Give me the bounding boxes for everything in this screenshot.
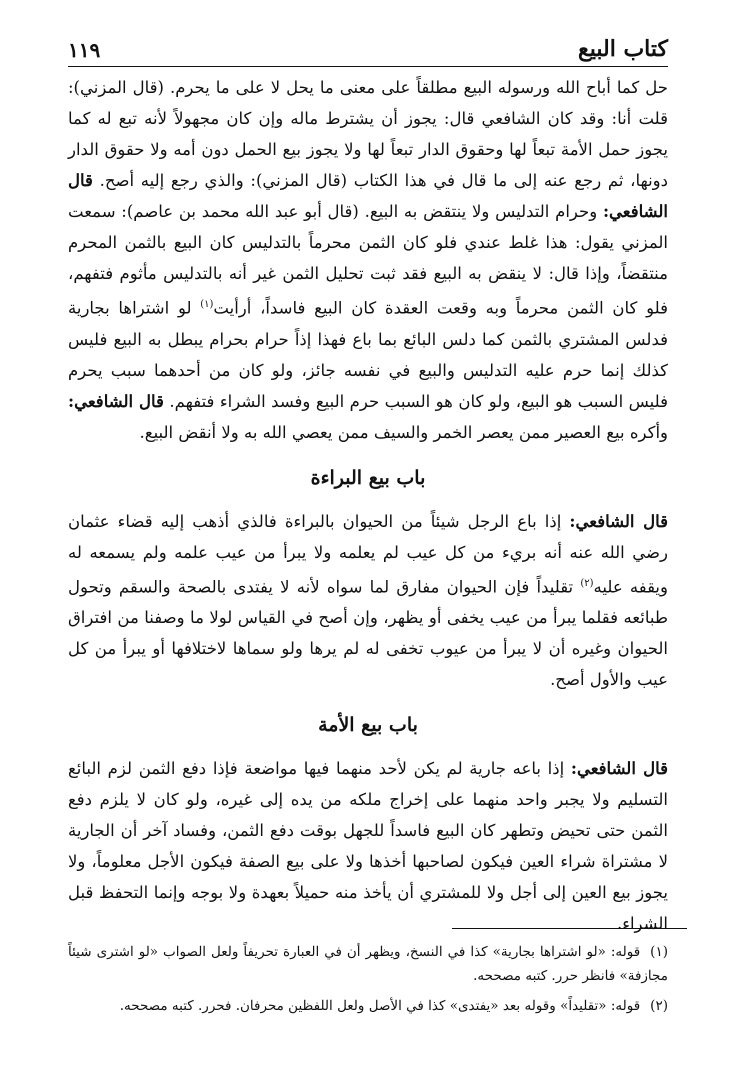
- paragraph: [68, 72, 668, 448]
- running-title: كتاب البيع: [578, 36, 668, 62]
- paragraph-text: إذا باع الرجل شيئاً من الحيوان بالبراءة فالذي أذهب إليه قضاء عثمان رضي الله عنه أنه بريء من كل عيب لم يعلمه ولا يبرأ من عيب علمه ولم يسمعه له ويقفه عليه: [68, 511, 668, 596]
- speaker-label: قال الشافعي:: [68, 171, 668, 221]
- footnote-text: قوله: «تقليداً» وقوله بعد «يفتدى» كذا في الأصل ولعل اللفظين محرفان. فحرر. كتبه مصححه.: [119, 998, 641, 1014]
- footnote-separator: [452, 928, 687, 929]
- footnote: [68, 994, 668, 1018]
- main-text: [68, 72, 668, 939]
- footnote-ref: (٢): [580, 577, 594, 589]
- paragraph-text: تقليداً فإن الحيوان مفارق لما سواه لأنه لا يفتدى بالصحة والسقم وتحول طبائعه فقلما يبرأ من عيب يخفى أو يظهر، وإن أصح في القياس لولا ما وصفنا من افتراق الحيوان وغيره أن لا يبرأ من عيوب تخفى له لم يرها ولو سماها لاختلافها أو يبرأ من كل عيب والأول أصح.: [68, 577, 668, 689]
- paragraph-text: وحرام التدليس ولا ينتقض به البيع. (قال أبو عبد الله محمد بن عاصم): سمعت المزني يقول: هذا غلط عندي فلو كان الثمن محرماً بالتدليس كان البيع بالثمن المحرم منتقضاً، وإذا قال: لا ينقض به البيع فقد ثبت تحليل الثمن غير أنه بالتدليس مأثوم فتفهم، فلو كان الثمن محرماً وبه وقعت العقدة كان البيع فاسداً، أرأيت: [68, 202, 668, 318]
- paragraph-text: لو اشتراها بجارية فدلس المشتري بالثمن كما دلس البائع بما باع فهذا إذاً حرام بحرام يبطل به البيع فليس كذلك إنما حرم عليه التدليس والبيع في نفسه جائز، ولو كان من أحدهما سبب يحرم فليس السبب هو البيع، ولو كان هو السبب حرم البيع وفسد الشراء فتفهم.: [68, 298, 668, 411]
- footnote-number: (١): [650, 944, 668, 960]
- paragraph-text: إذا باعه جارية لم يكن لأحد منهما فيها مواضعة فإذا دفع الثمن لزم البائع التسليم ولا يجبر واحد منهما على إخراج ملكه من يده إلى غيره، ولو كان لا يلزم دفع الثمن حتى تحيض وتطهر كان البيع فاسداً للجهل بوقت دفع الثمن، وفساد آخر أن الجارية لا مشتراة شراء العين فيكون لصاحبها أخذها ولا على بيع الصفة فيكون الأجل معلوماً، ولا يجوز بيع العين إلى أجل ولا للمشتري أن يأخذ منه حميلاً بعهدة ولا بوجه وإنما التحفظ قبل الشراء.: [68, 759, 668, 933]
- paragraph: [68, 506, 668, 696]
- speaker-label: قال الشافعي:: [68, 391, 164, 411]
- paragraph: [68, 753, 668, 939]
- page-header: [68, 30, 668, 67]
- footnote-text: قوله: «لو اشتراها بجارية» كذا في النسخ، ويظهر أن في العبارة تحريفاً ولعل الصواب «لو اشترى شيئاً مجازفة» فانظر حرر. كتبه مصححه.: [68, 944, 668, 984]
- paragraph-text: حل كما أباح الله ورسوله البيع مطلقاً على معنى ما يحل لا على ما يحرم. (قال المزني): قلت أنا: وقد كان الشافعي قال: يجوز أن يشترط ماله وإن كان مجهولاً لأنه تبع له كما يجوز حمل الأمة تبعاً لها وحقوق الدار تبعاً لها ولا يجوز بيع الحمل دون أمه ولا حقوق الدار دونها، ثم رجع عنه إلى ما قال في هذا الكتاب (قال المزني): والذي رجع إليه أصح.: [68, 78, 668, 190]
- paragraph-text: وأكره بيع العصير ممن يعصر الخمر والسيف ممن يعصي الله به ولا أنقض البيع.: [139, 422, 668, 442]
- section-title-bara: باب بيع البراءة: [310, 466, 426, 489]
- footnote-number: (٢): [650, 998, 668, 1014]
- footnote: [68, 940, 668, 988]
- section-title-ama: باب بيع الأمة: [318, 714, 418, 736]
- speaker-label: قال الشافعي:: [570, 759, 669, 778]
- footnote-ref: (١): [200, 299, 214, 310]
- footnotes: [68, 940, 668, 1024]
- page-number: ١١٩: [68, 38, 101, 62]
- speaker-label: قال الشافعي:: [569, 511, 668, 531]
